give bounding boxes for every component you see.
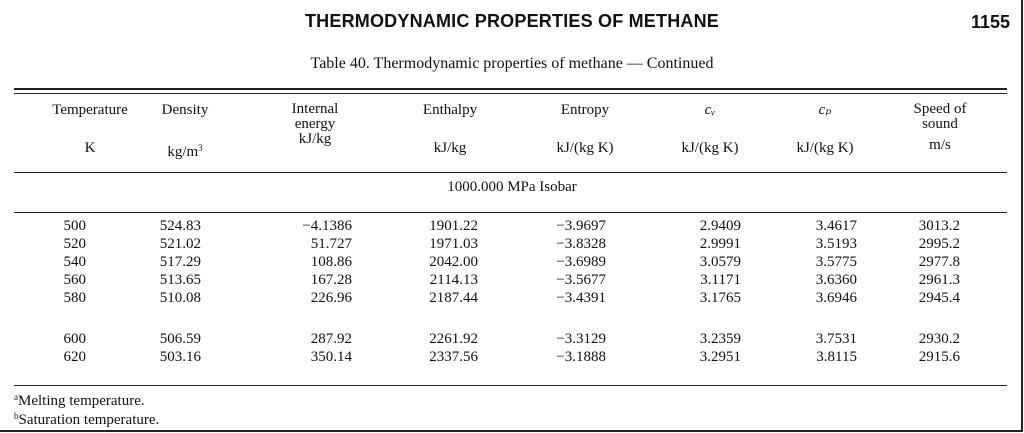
- col-title: Internal energy: [291, 101, 339, 132]
- col-unit: kJ/(kg K): [681, 140, 739, 156]
- cell-temperature: 580: [63, 290, 86, 306]
- col-title: Density: [161, 102, 209, 118]
- cell-temperature: 620: [63, 349, 86, 365]
- cell-entropy: −3.1888: [556, 349, 606, 365]
- col-unit: K: [84, 140, 96, 156]
- cell-cv: 3.1171: [700, 272, 741, 288]
- cell-cv: 3.2359: [699, 331, 741, 347]
- cell-enthalpy: 1901.22: [429, 218, 478, 234]
- col-unit: kJ/(kg K): [796, 140, 854, 156]
- cell-cp: 3.7531: [815, 331, 857, 347]
- col-title: Enthalpy: [422, 102, 478, 118]
- cell-density: 506.59: [159, 331, 201, 347]
- col-title: Temperature: [52, 102, 128, 118]
- col-title: Speed of sound: [913, 101, 967, 132]
- cell-cp: 3.4617: [815, 218, 857, 234]
- cell-temperature: 520: [63, 236, 86, 252]
- isobar-label: 1000.000 MPa Isobar: [447, 179, 577, 195]
- col-unit: kJ/kg: [298, 131, 332, 147]
- cell-internal-energy: 287.92: [310, 331, 352, 347]
- cell-cp: 3.5775: [815, 254, 857, 270]
- cell-speed-of-sound: 2945.4: [918, 290, 960, 306]
- top-rule-thin: [14, 93, 1007, 94]
- cell-entropy: −3.9697: [556, 218, 606, 234]
- cell-density: 517.29: [159, 254, 201, 270]
- footnote-b: $^b$Saturation temperature.: [14, 411, 160, 428]
- cell-cv: 3.2951: [699, 349, 741, 365]
- cell-internal-energy: 350.14: [310, 349, 352, 365]
- cell-speed-of-sound: 2961.3: [918, 272, 960, 288]
- bottom-rule: [14, 385, 1007, 386]
- cell-cv: 3.0579: [699, 254, 741, 270]
- col-title: cₚ: [818, 102, 832, 118]
- cell-enthalpy: 2337.56: [429, 349, 478, 365]
- cell-enthalpy: 2261.92: [429, 331, 478, 347]
- cell-density: 521.02: [159, 236, 201, 252]
- cell-cv: 3.1765: [699, 290, 741, 306]
- col-header-enthalpy: [405, 102, 495, 156]
- col-header-speed-of-sound: [895, 102, 985, 153]
- cell-enthalpy: 2114.13: [429, 272, 478, 288]
- col-header-cv: [660, 102, 760, 156]
- cell-entropy: −3.3129: [556, 331, 606, 347]
- cell-enthalpy: 2187.44: [429, 290, 478, 306]
- cell-cp: 3.6946: [815, 290, 857, 306]
- cell-cp: 3.8115: [816, 349, 857, 365]
- col-header-internal-energy: [270, 102, 360, 147]
- cell-internal-energy: 51.727: [310, 236, 352, 252]
- cell-cp: 3.5193: [815, 236, 857, 252]
- cell-entropy: −3.4391: [556, 290, 606, 306]
- cell-speed-of-sound: 2915.6: [918, 349, 960, 365]
- cell-entropy: −3.8328: [556, 236, 606, 252]
- cell-entropy: −3.5677: [556, 272, 606, 288]
- col-unit: kJ/(kg K): [556, 140, 614, 156]
- cell-cp: 3.6360: [815, 272, 857, 288]
- cell-internal-energy: 226.96: [310, 290, 352, 306]
- cell-temperature: 500: [63, 218, 86, 234]
- running-head: THERMODYNAMIC PROPERTIES OF METHANE: [304, 11, 719, 31]
- col-title: Entropy: [560, 102, 610, 118]
- cell-speed-of-sound: 2977.8: [918, 254, 960, 270]
- col-header-entropy: [535, 102, 635, 156]
- cell-speed-of-sound: 2930.2: [918, 331, 960, 347]
- isobar-rule: [14, 212, 1007, 213]
- cell-density: 524.83: [159, 218, 201, 234]
- cell-temperature: 560: [63, 272, 86, 288]
- cell-temperature: 540: [63, 254, 86, 270]
- col-header-density: [140, 102, 230, 160]
- header-rule: [14, 172, 1007, 173]
- col-header-temperature: [40, 102, 140, 156]
- top-rule-thick: [14, 88, 1007, 90]
- cell-enthalpy: 1971.03: [429, 236, 478, 252]
- cell-density: 513.65: [159, 272, 201, 288]
- footnote-a: $^a$Melting temperature.: [14, 392, 145, 409]
- cell-speed-of-sound: 2995.2: [918, 236, 960, 252]
- col-unit: m/s: [929, 137, 951, 153]
- cell-internal-energy: −4.1386: [302, 218, 352, 234]
- cell-density: 510.08: [159, 290, 201, 306]
- col-unit: kJ/kg: [433, 140, 467, 156]
- cell-density: 503.16: [159, 349, 201, 365]
- cell-enthalpy: 2042.00: [429, 254, 478, 270]
- cell-speed-of-sound: 3013.2: [918, 218, 960, 234]
- col-header-cp: [775, 102, 875, 156]
- cell-temperature: 600: [63, 331, 86, 347]
- cell-entropy: −3.6989: [556, 254, 606, 270]
- table-caption: Table 40. Thermodynamic properties of methane — Continued: [310, 55, 714, 72]
- cell-cv: 2.9991: [699, 236, 741, 252]
- cell-internal-energy: 167.28: [310, 272, 352, 288]
- page-number: 1155: [970, 12, 1010, 32]
- cell-internal-energy: 108.86: [310, 254, 352, 270]
- col-unit: $kg/m^3$: [167, 143, 203, 160]
- col-title: cᵥ: [704, 102, 716, 118]
- cell-cv: 2.9409: [699, 218, 741, 234]
